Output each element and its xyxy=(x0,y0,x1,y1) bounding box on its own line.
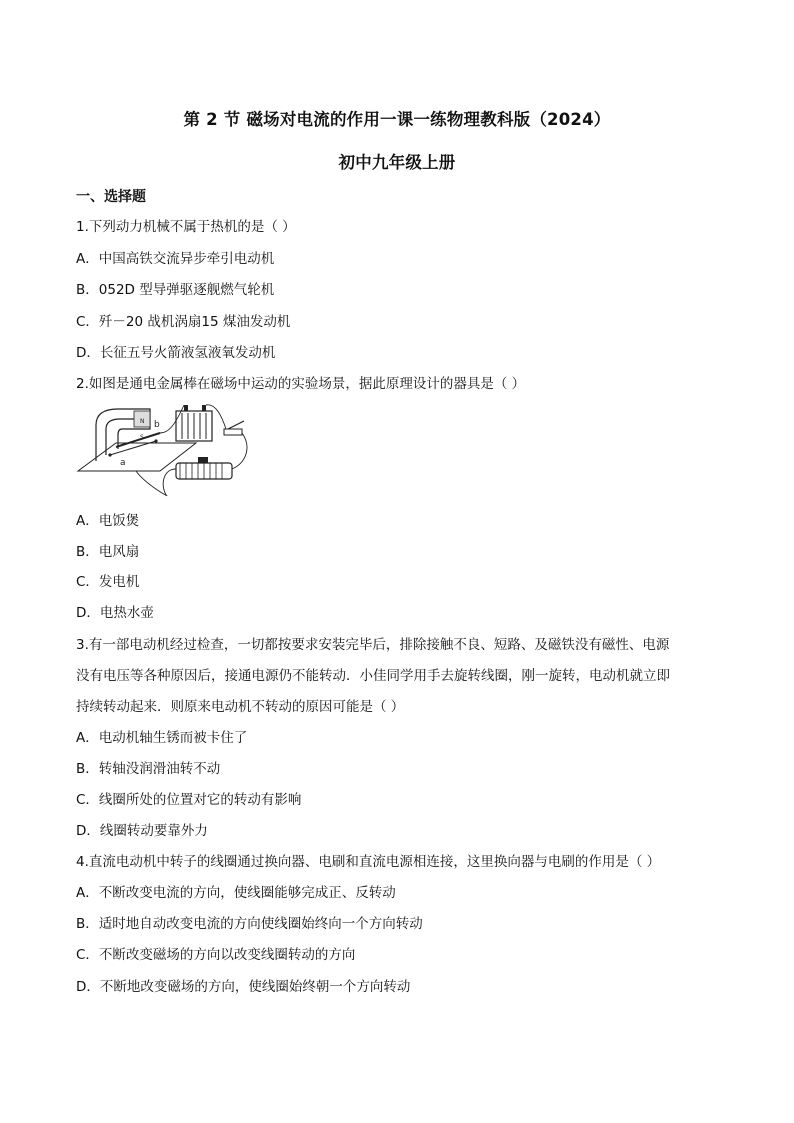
section-heading: 一、选择题 xyxy=(76,189,146,205)
document-subtitle: 初中九年级上册 xyxy=(338,153,456,172)
metal-rod xyxy=(116,433,160,447)
label-n: N xyxy=(140,418,145,425)
question-4-option-d: D．不断地改变磁场的方向，使线圈始终朝一个方向转动 xyxy=(76,979,411,995)
question-4-stem: 4.直流电动机中转子的线圈通过换向器、电刷和直流电源相连接，这里换向器与电刷的作用是（ ） xyxy=(76,854,661,870)
question-2-stem: 2.如图是通电金属棒在磁场中运动的实验场景，据此原理设计的器具是（ ） xyxy=(76,376,526,392)
question-4-option-c: C．不断改变磁场的方向以改变线圈转动的方向 xyxy=(76,947,356,963)
question-1-option-a: A．中国高铁交流异步牵引电动机 xyxy=(76,251,275,267)
question-3-option-b: B．转轴没润滑油转不动 xyxy=(76,761,221,777)
question-2-option-b: B．电风扇 xyxy=(76,544,140,560)
question-1-option-c: C．歼－20 战机涡扇15 煤油发动机 xyxy=(76,314,291,330)
question-1-option-b: B．052D 型导弹驱逐舰燃气轮机 xyxy=(76,282,275,298)
question-2-option-c: C．发电机 xyxy=(76,574,140,590)
question-3-option-d: D．线圈转动要靠外力 xyxy=(76,823,208,839)
question-3-option-a: A．电动机轴生锈而被卡住了 xyxy=(76,730,248,746)
switch xyxy=(224,429,242,435)
question-3-stem-line-3: 持续转动起来．则原来电动机不转动的原因可能是（ ） xyxy=(76,699,405,715)
question-2-option-d: D．电热水壶 xyxy=(76,605,154,621)
question-3-stem-line-1: 3.有一部电动机经过检查，一切都按要求安装完毕后，排除接触不良、短路、及磁铁没有磁性、电源 xyxy=(76,637,670,653)
experiment-diagram xyxy=(76,403,248,499)
question-2-option-a: A．电饭煲 xyxy=(76,513,140,529)
question-3-stem-line-2: 没有电压等各种原因后，接通电源仍不能转动．小佳同学用手去旋转线圈，刚一旋转，电动机就立即 xyxy=(76,668,670,684)
question-4-option-a: A．不断改变电流的方向，使线圈能够完成正、反转动 xyxy=(76,885,396,901)
question-1-option-d: D．长征五号火箭液氢液氧发动机 xyxy=(76,345,276,361)
label-a: a xyxy=(120,458,126,468)
question-4-option-b: B．适时地自动改变电流的方向使线圈始终向一个方向转动 xyxy=(76,916,423,932)
label-s: S xyxy=(140,434,144,441)
document-title: 第 2 节 磁场对电流的作用一课一练物理教科版（2024） xyxy=(183,110,611,129)
question-1-stem: 1.下列动力机械不属于热机的是（ ） xyxy=(76,219,296,235)
question-3-option-c: C．线圈所处的位置对它的转动有影响 xyxy=(76,792,302,808)
label-b: b xyxy=(154,420,160,430)
